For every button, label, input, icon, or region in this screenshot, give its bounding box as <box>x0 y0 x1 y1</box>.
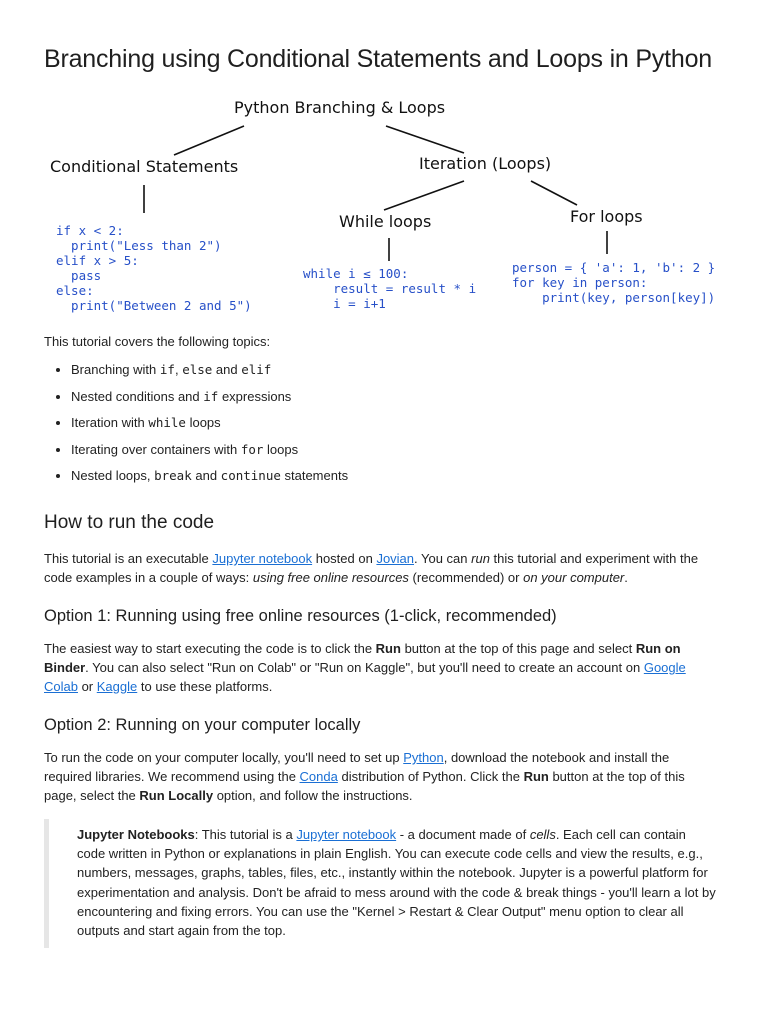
kaggle-link[interactable]: Kaggle <box>96 679 138 694</box>
note-jupyter-notebook-link[interactable]: Jupyter notebook <box>296 827 397 842</box>
intro-text: This tutorial covers the following topics: <box>44 334 271 349</box>
line-iteration-to-for <box>531 181 577 205</box>
branching-loops-diagram <box>44 93 724 321</box>
jovian-link[interactable]: Jovian <box>376 551 415 566</box>
jupyter-notebook-link[interactable]: Jupyter notebook <box>212 551 313 566</box>
diagram-root-label: Python Branching & Loops <box>234 98 446 117</box>
option1-paragraph: The easiest way to start executing the code is to click the Run button at the top of this page and select Run on Binder. You can also select "Run on Colab" or "Run on Kaggle", but you'll need to create an account on Google Colab or Kaggle to use these platforms. <box>44 641 686 694</box>
list-item: • Iterating over containers with for loops <box>71 441 714 459</box>
google-colab-link[interactable]: Google Colab <box>44 660 686 694</box>
option1-heading: Option 1: Running using free online resources (1-click, recommended) <box>44 607 557 625</box>
diagram-for-label: For loops <box>570 207 643 226</box>
option2-heading: Option 2: Running on your computer locally <box>44 716 361 734</box>
line-root-to-iteration <box>386 126 464 153</box>
code-for-example: person = { 'a': 1, 'b': 2 } for key in person: print(key, person[key]) <box>512 260 716 305</box>
python-link[interactable]: Python <box>403 750 444 765</box>
list-item: • Iteration with while loops <box>71 414 714 432</box>
list-item: • Branching with if, else and elif <box>71 361 714 379</box>
diagram-while-label: While loops <box>339 212 432 231</box>
jupyter-note-blockquote <box>44 819 717 948</box>
diagram-iteration-label: Iteration (Loops) <box>419 154 552 173</box>
how-to-run-heading: How to run the code <box>44 512 215 533</box>
diagram-conditional-label: Conditional Statements <box>50 157 239 176</box>
list-item: • Nested conditions and if expressions <box>71 388 714 406</box>
topics-list <box>44 361 714 485</box>
page-title: Branching using Conditional Statements and Loops in Python <box>44 45 713 73</box>
code-while-example: while i ≤ 100: result = result * i i = i+1 <box>303 266 477 311</box>
line-root-to-conditional <box>174 126 244 155</box>
option2-paragraph: To run the code on your computer locally, you'll need to set up Python, download the notebook and install the required libraries. We recommend using the Conda distribution of Python. Click the Run button at the top of this page, select the Run Locally option, and follow the instructions. <box>44 750 685 803</box>
how-to-run-paragraph: This tutorial is an executable Jupyter notebook hosted on Jovian. You can run this tutorial and experiment with the code examples in a couple of ways: using free online resources (recommended) or on your computer. <box>44 551 699 585</box>
document-page <box>44 0 714 948</box>
conda-link[interactable]: Conda <box>299 769 338 784</box>
line-iteration-to-while <box>384 181 464 210</box>
list-item: • Nested loops, break and continue statements <box>71 467 714 485</box>
jupyter-note-text: Jupyter Notebooks: This tutorial is a Jupyter notebook - a document made of cells. Each cell can contain code written in Python or explanations in plain English. You can execute code cells and view the results, e.g., numbers, messages, graphs, tables, files, etc., instantly within the notebook. Jupyter is a powerful platform for experimentation and analysis. Don't be afraid to mess around with the code & break things - you'll learn a lot by encountering and fixing errors. You can use the "Kernel > Restart & Clear Output" menu option to clear all outputs and start again from the top. <box>77 827 716 939</box>
code-conditional-example: if x < 2: print("Less than 2") elif x > 5: pass else: print("Between 2 and 5") <box>56 223 252 313</box>
